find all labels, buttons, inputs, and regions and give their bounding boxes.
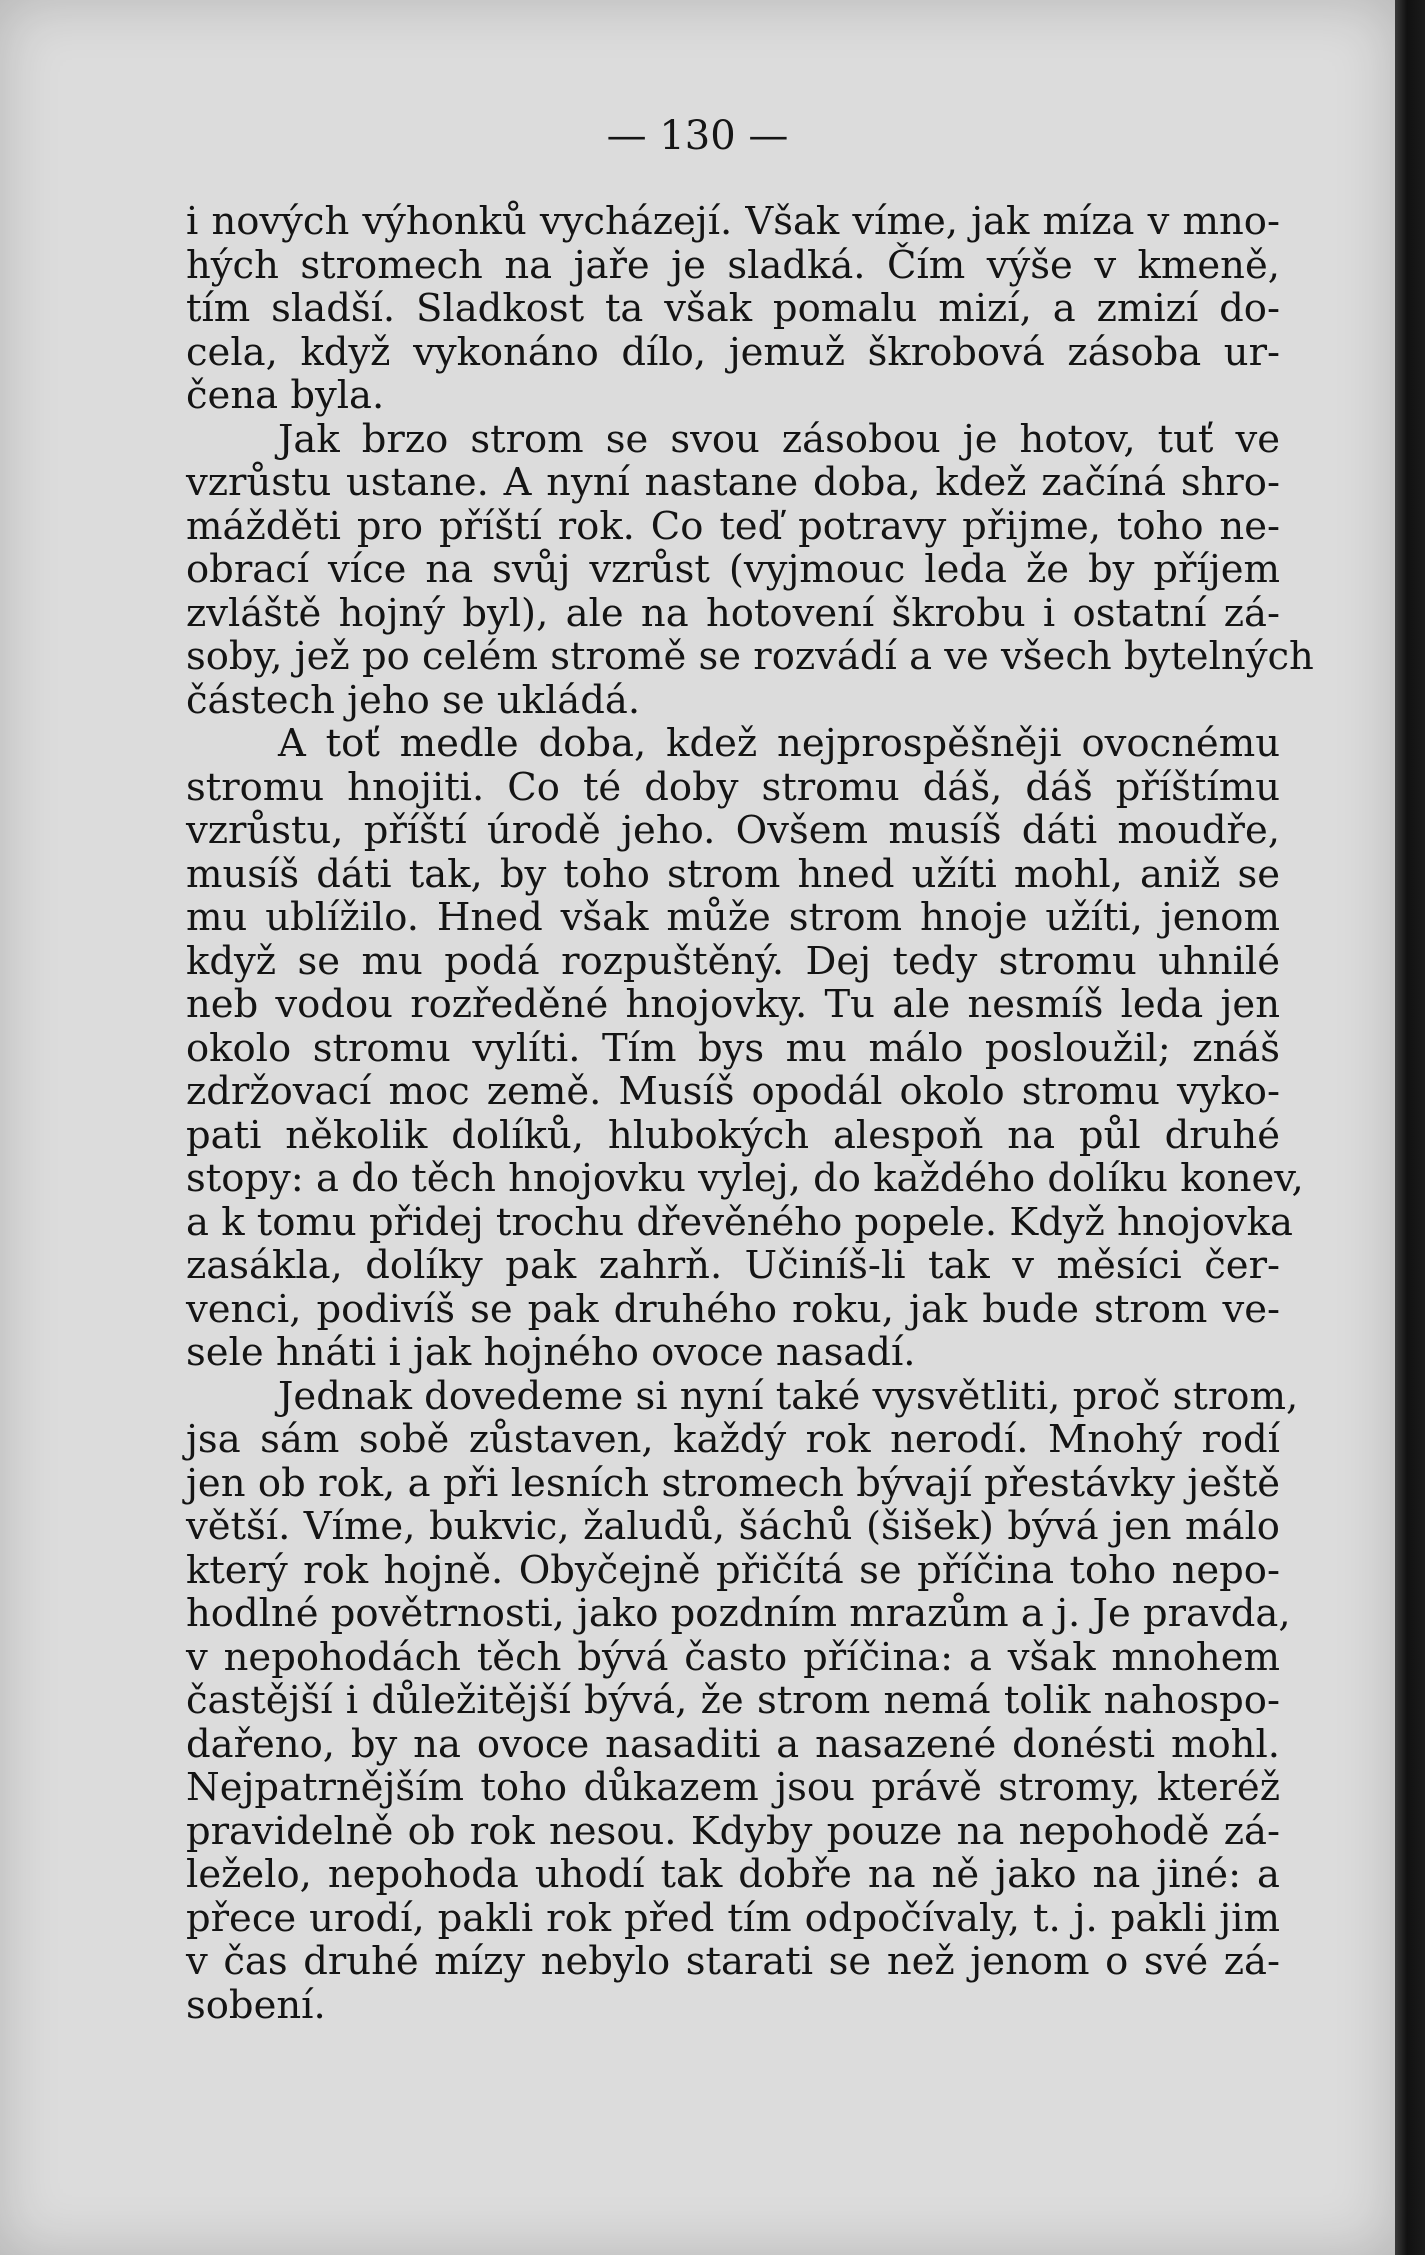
text-line: i nových výhonků vycházejí. Však víme, jak míza v mno- <box>186 199 1280 244</box>
body-text <box>186 199 1314 2028</box>
text-line: A toť medle doba, kdež nejprospěšněji ovocnému <box>278 721 1280 766</box>
text-line: sobení. <box>186 1982 326 2028</box>
text-line: sele hnáti i jak hojného ovoce nasadí. <box>186 1330 916 1375</box>
text-line: cela, když vykonáno dílo, jemuž škrobová zásoba ur- <box>186 329 1280 375</box>
text-line: mu ublížilo. Hned však může strom hnoje užíti, jenom <box>186 895 1280 940</box>
text-line: Nejpatrnějším toho důkazem jsou právě stromy, kteréž <box>186 1765 1280 1810</box>
text-line: zasákla, dolíky pak zahrň. Učiníš-li tak v měsíci čer- <box>186 1243 1280 1288</box>
text-line: soby, jež po celém stromě se rozvádí a ve všech bytelných <box>186 634 1314 679</box>
text-line: pravidelně ob rok nesou. Kdyby pouze na nepohodě zá- <box>186 1808 1280 1854</box>
text-line: stopy: a do těch hnojovku vylej, do každého dolíku konev, <box>186 1156 1304 1201</box>
text-line: vzrůstu, příští úrodě jeho. Ovšem musíš dáti moudře, <box>186 808 1280 853</box>
text-line: tím sladší. Sladkost ta však pomalu mizí, a zmizí do- <box>186 286 1280 331</box>
text-line: částech jeho se ukládá. <box>186 677 641 723</box>
page-edge-shadow <box>1395 0 1425 2255</box>
text-line: jsa sám sobě zůstaven, každý rok nerodí. Mnohý rodí <box>186 1417 1280 1462</box>
text-line: Jednak dovedeme si nyní také vysvětliti, proč strom, <box>278 1373 1299 1419</box>
text-line: pati několik dolíků, hlubokých alespoň na půl druhé <box>186 1112 1280 1158</box>
text-line: hých stromech na jaře je sladká. Čím výše v kmeně, <box>186 242 1280 288</box>
text-line: musíš dáti tak, by toho strom hned užíti mohl, aniž se <box>186 851 1280 897</box>
text-line: zdržovací moc země. Musíš opodál okolo stromu vyko- <box>186 1069 1280 1114</box>
text-line: a k tomu přidej trochu dřevěného popele. Když hnojovka <box>186 1199 1293 1245</box>
text-line: stromu hnojiti. Co té doby stromu dáš, dáš příštímu <box>186 764 1280 810</box>
text-line: leželo, nepohoda uhodí tak dobře na ně jako na jiné: a <box>186 1852 1280 1897</box>
text-line: větší. Víme, bukvic, žaludů, šáchů (šišek) bývá jen málo <box>186 1504 1280 1549</box>
text-line: v nepohodách těch bývá často příčina: a však mnohem <box>186 1634 1280 1680</box>
text-line: venci, podivíš se pak druhého roku, jak bude strom ve- <box>186 1286 1280 1332</box>
text-line: neb vodou rozředěné hnojovky. Tu ale nesmíš leda jen <box>186 982 1280 1027</box>
text-line: obrací více na svůj vzrůst (vyjmouc leda že by příjem <box>186 547 1280 592</box>
text-line: který rok hojně. Obyčejně přičítá se příčina toho nepo- <box>186 1547 1280 1593</box>
text-line: dařeno, by na ovoce nasaditi a nasazené donésti mohl. <box>186 1721 1280 1767</box>
text-line: přece urodí, pakli rok před tím odpočívaly, t. j. pakli jim <box>186 1895 1280 1941</box>
page-number: — 130 — <box>606 113 789 159</box>
text-line: čena byla. <box>186 373 385 418</box>
text-line: v čas druhé mízy nebylo starati se než jenom o své zá- <box>186 1939 1280 1984</box>
text-line: vzrůstu ustane. A nyní nastane doba, kdež začíná shro- <box>186 460 1280 505</box>
text-line: Jak brzo strom se svou zásobou je hotov, tuť ve <box>278 416 1280 462</box>
text-line: jen ob rok, a při lesních stromech bývají přestávky ještě <box>186 1460 1280 1506</box>
text-line: častější i důležitější bývá, že strom nemá tolik nahospo- <box>186 1678 1280 1723</box>
text-line: když se mu podá rozpuštěný. Dej tedy stromu uhnilé <box>186 938 1280 984</box>
text-line: zvláště hojný byl), ale na hotovení škrobu i ostatní zá- <box>186 590 1280 636</box>
text-line: okolo stromu vylíti. Tím bys mu málo posloužil; znáš <box>186 1025 1280 1071</box>
text-line: hodlné povětrnosti, jako pozdním mrazům a j. Je pravda, <box>186 1591 1291 1636</box>
text-line: mážděti pro příští rok. Co teď potravy přijme, toho ne- <box>186 503 1280 549</box>
